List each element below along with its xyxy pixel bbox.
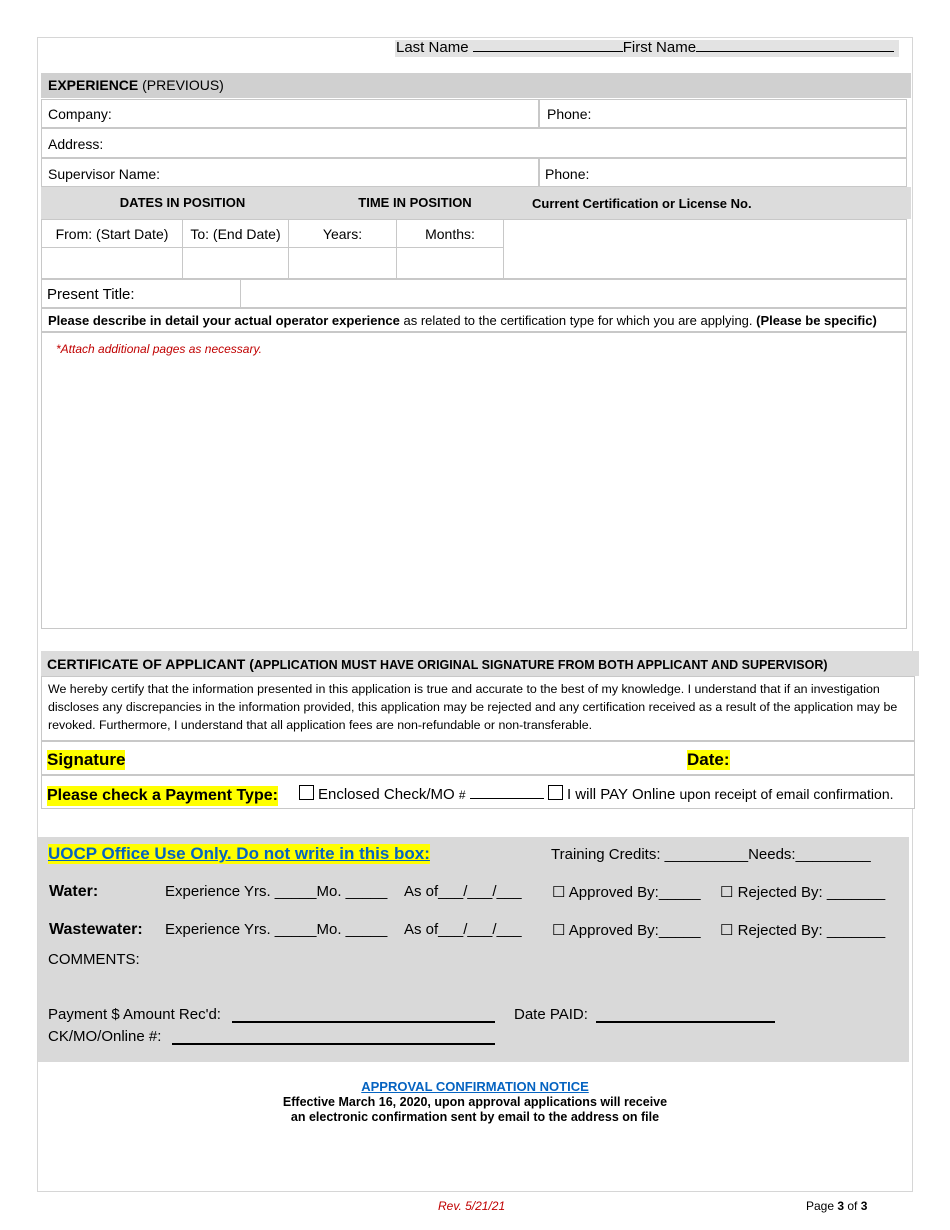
supervisor-phone-field[interactable]: [539, 158, 907, 187]
months-label: Months:: [425, 226, 475, 242]
check-number-hash: #: [458, 788, 466, 802]
payment-amount-label: Payment $ Amount Rec'd:: [48, 1006, 221, 1023]
approval-notice-line1: Effective March 16, 2020, upon approval applications will receive: [282, 1095, 668, 1109]
years-label: Years:: [322, 226, 363, 242]
page-total: 3: [860, 1199, 868, 1213]
training-credits: Training Credits: __________Needs:_________: [551, 846, 871, 863]
approval-notice-line2: an electronic confirmation sent by email to the address on file: [290, 1110, 660, 1124]
months-input[interactable]: [396, 247, 504, 279]
signature-row[interactable]: [41, 741, 915, 775]
from-date-header: [41, 219, 183, 248]
page-prefix: Page: [806, 1199, 838, 1213]
payment-amount-line: [232, 1021, 495, 1023]
approval-notice-title[interactable]: APPROVAL CONFIRMATION NOTICE: [361, 1079, 589, 1094]
address-field[interactable]: [41, 128, 907, 158]
company-label: Company:: [48, 106, 112, 122]
experience-description-input[interactable]: [41, 332, 907, 629]
comments-label: COMMENTS:: [48, 951, 140, 968]
time-in-position-header: TIME IN POSITION: [358, 195, 472, 210]
water-label: Water:: [49, 883, 99, 900]
water-approved: ☐ Approved By:_____: [552, 884, 701, 901]
last-name-field[interactable]: [473, 51, 623, 52]
present-title-divider: [240, 280, 241, 307]
first-name-label: First Name: [622, 39, 697, 56]
supervisor-phone-label: Phone:: [545, 166, 590, 182]
company-field[interactable]: [41, 99, 539, 128]
certificate-title-lead: CERTIFICATE OF APPLICANT (: [47, 656, 254, 672]
pay-online-label: I will PAY Online: [566, 786, 676, 803]
describe-specific: (Please be specific): [756, 313, 877, 328]
wastewater-as-of: As of___/___/___: [404, 921, 522, 938]
check-number-field[interactable]: [470, 798, 544, 799]
months-header: [396, 219, 504, 248]
experience-section-header: [41, 73, 911, 98]
supervisor-field[interactable]: [41, 158, 539, 187]
experience-subtitle: (PREVIOUS): [142, 77, 224, 93]
company-phone-label: Phone:: [547, 106, 592, 122]
wastewater-rejected: ☐ Rejected By: _______: [720, 922, 886, 939]
wastewater-label: Wastewater:: [49, 921, 143, 938]
describe-normal: as related to the certification type for which you are applying.: [399, 313, 757, 328]
office-use-box: [38, 837, 909, 1062]
from-date-label: From: (Start Date): [55, 226, 169, 242]
office-use-title: UOCP Office Use Only. Do not write in this box:: [48, 844, 430, 863]
company-phone-field[interactable]: [539, 99, 907, 128]
dates-in-position-header: DATES IN POSITION: [119, 195, 246, 210]
certification-header: Current Certification or License No.: [532, 196, 752, 211]
enclosed-check-checkbox[interactable]: [299, 785, 314, 800]
ck-mo-online-line: [172, 1043, 495, 1045]
last-name-label: Last Name: [396, 39, 469, 56]
water-rejected: ☐ Rejected By: _______: [720, 884, 886, 901]
water-as-of: As of___/___/___: [404, 883, 522, 900]
water-experience: Experience Yrs. _____Mo. _____: [165, 883, 388, 900]
describe-row: [41, 308, 907, 332]
payment-type-label: Please check a Payment Type:: [47, 787, 278, 804]
to-date-input[interactable]: [182, 247, 289, 279]
first-name-field[interactable]: [696, 51, 894, 52]
certificate-text: We hereby certify that the information presented in this application is true and accurate to the best of my knowledge. I understand that if an investigation discloses any discrepancies in the information provided, this application may be rejected and any certification received as a result of the application may be revoked. Furthermore, I understand that all application fees are non-refundable or non-transferable.: [48, 682, 898, 732]
address-label: Address:: [48, 136, 104, 152]
certificate-body: [41, 676, 915, 741]
present-title-input[interactable]: [242, 281, 905, 306]
to-date-label: To: (End Date): [190, 226, 281, 242]
describe-bold: Please describe in detail your actual operator experience: [48, 313, 400, 328]
ck-mo-online-label: CK/MO/Online #:: [48, 1028, 162, 1045]
present-title-label: Present Title:: [47, 286, 135, 303]
certification-input[interactable]: [503, 219, 907, 279]
signature-label: Signature: [47, 750, 126, 769]
name-header-text: [396, 39, 906, 56]
wastewater-approved: ☐ Approved By:_____: [552, 922, 701, 939]
years-header: [288, 219, 397, 248]
years-input[interactable]: [288, 247, 397, 279]
pay-online-note: upon receipt of email confirmation.: [679, 786, 894, 802]
from-date-input[interactable]: [41, 247, 183, 279]
page-current: 3: [837, 1199, 845, 1213]
enclosed-check-label: Enclosed Check/MO: [318, 786, 455, 803]
supervisor-label: Supervisor Name:: [48, 166, 161, 182]
to-date-header: [182, 219, 289, 248]
page-of: of: [844, 1199, 861, 1213]
payment-options: [299, 785, 915, 803]
date-paid-label: Date PAID:: [514, 1006, 588, 1023]
experience-title: EXPERIENCE: [48, 77, 139, 93]
page-number: [806, 1199, 867, 1213]
certificate-header: [41, 651, 919, 676]
date-paid-line: [596, 1021, 775, 1023]
revision-text: Rev. 5/21/21: [438, 1199, 506, 1213]
attach-note: *Attach additional pages as necessary.: [56, 342, 262, 356]
wastewater-experience: Experience Yrs. _____Mo. _____: [165, 921, 388, 938]
date-label: Date:: [687, 750, 730, 769]
pay-online-checkbox[interactable]: [548, 785, 563, 800]
certificate-title-rest: APPLICATION MUST HAVE ORIGINAL SIGNATURE FROM BOTH APPLICANT AND SUPERVISOR): [253, 658, 828, 672]
